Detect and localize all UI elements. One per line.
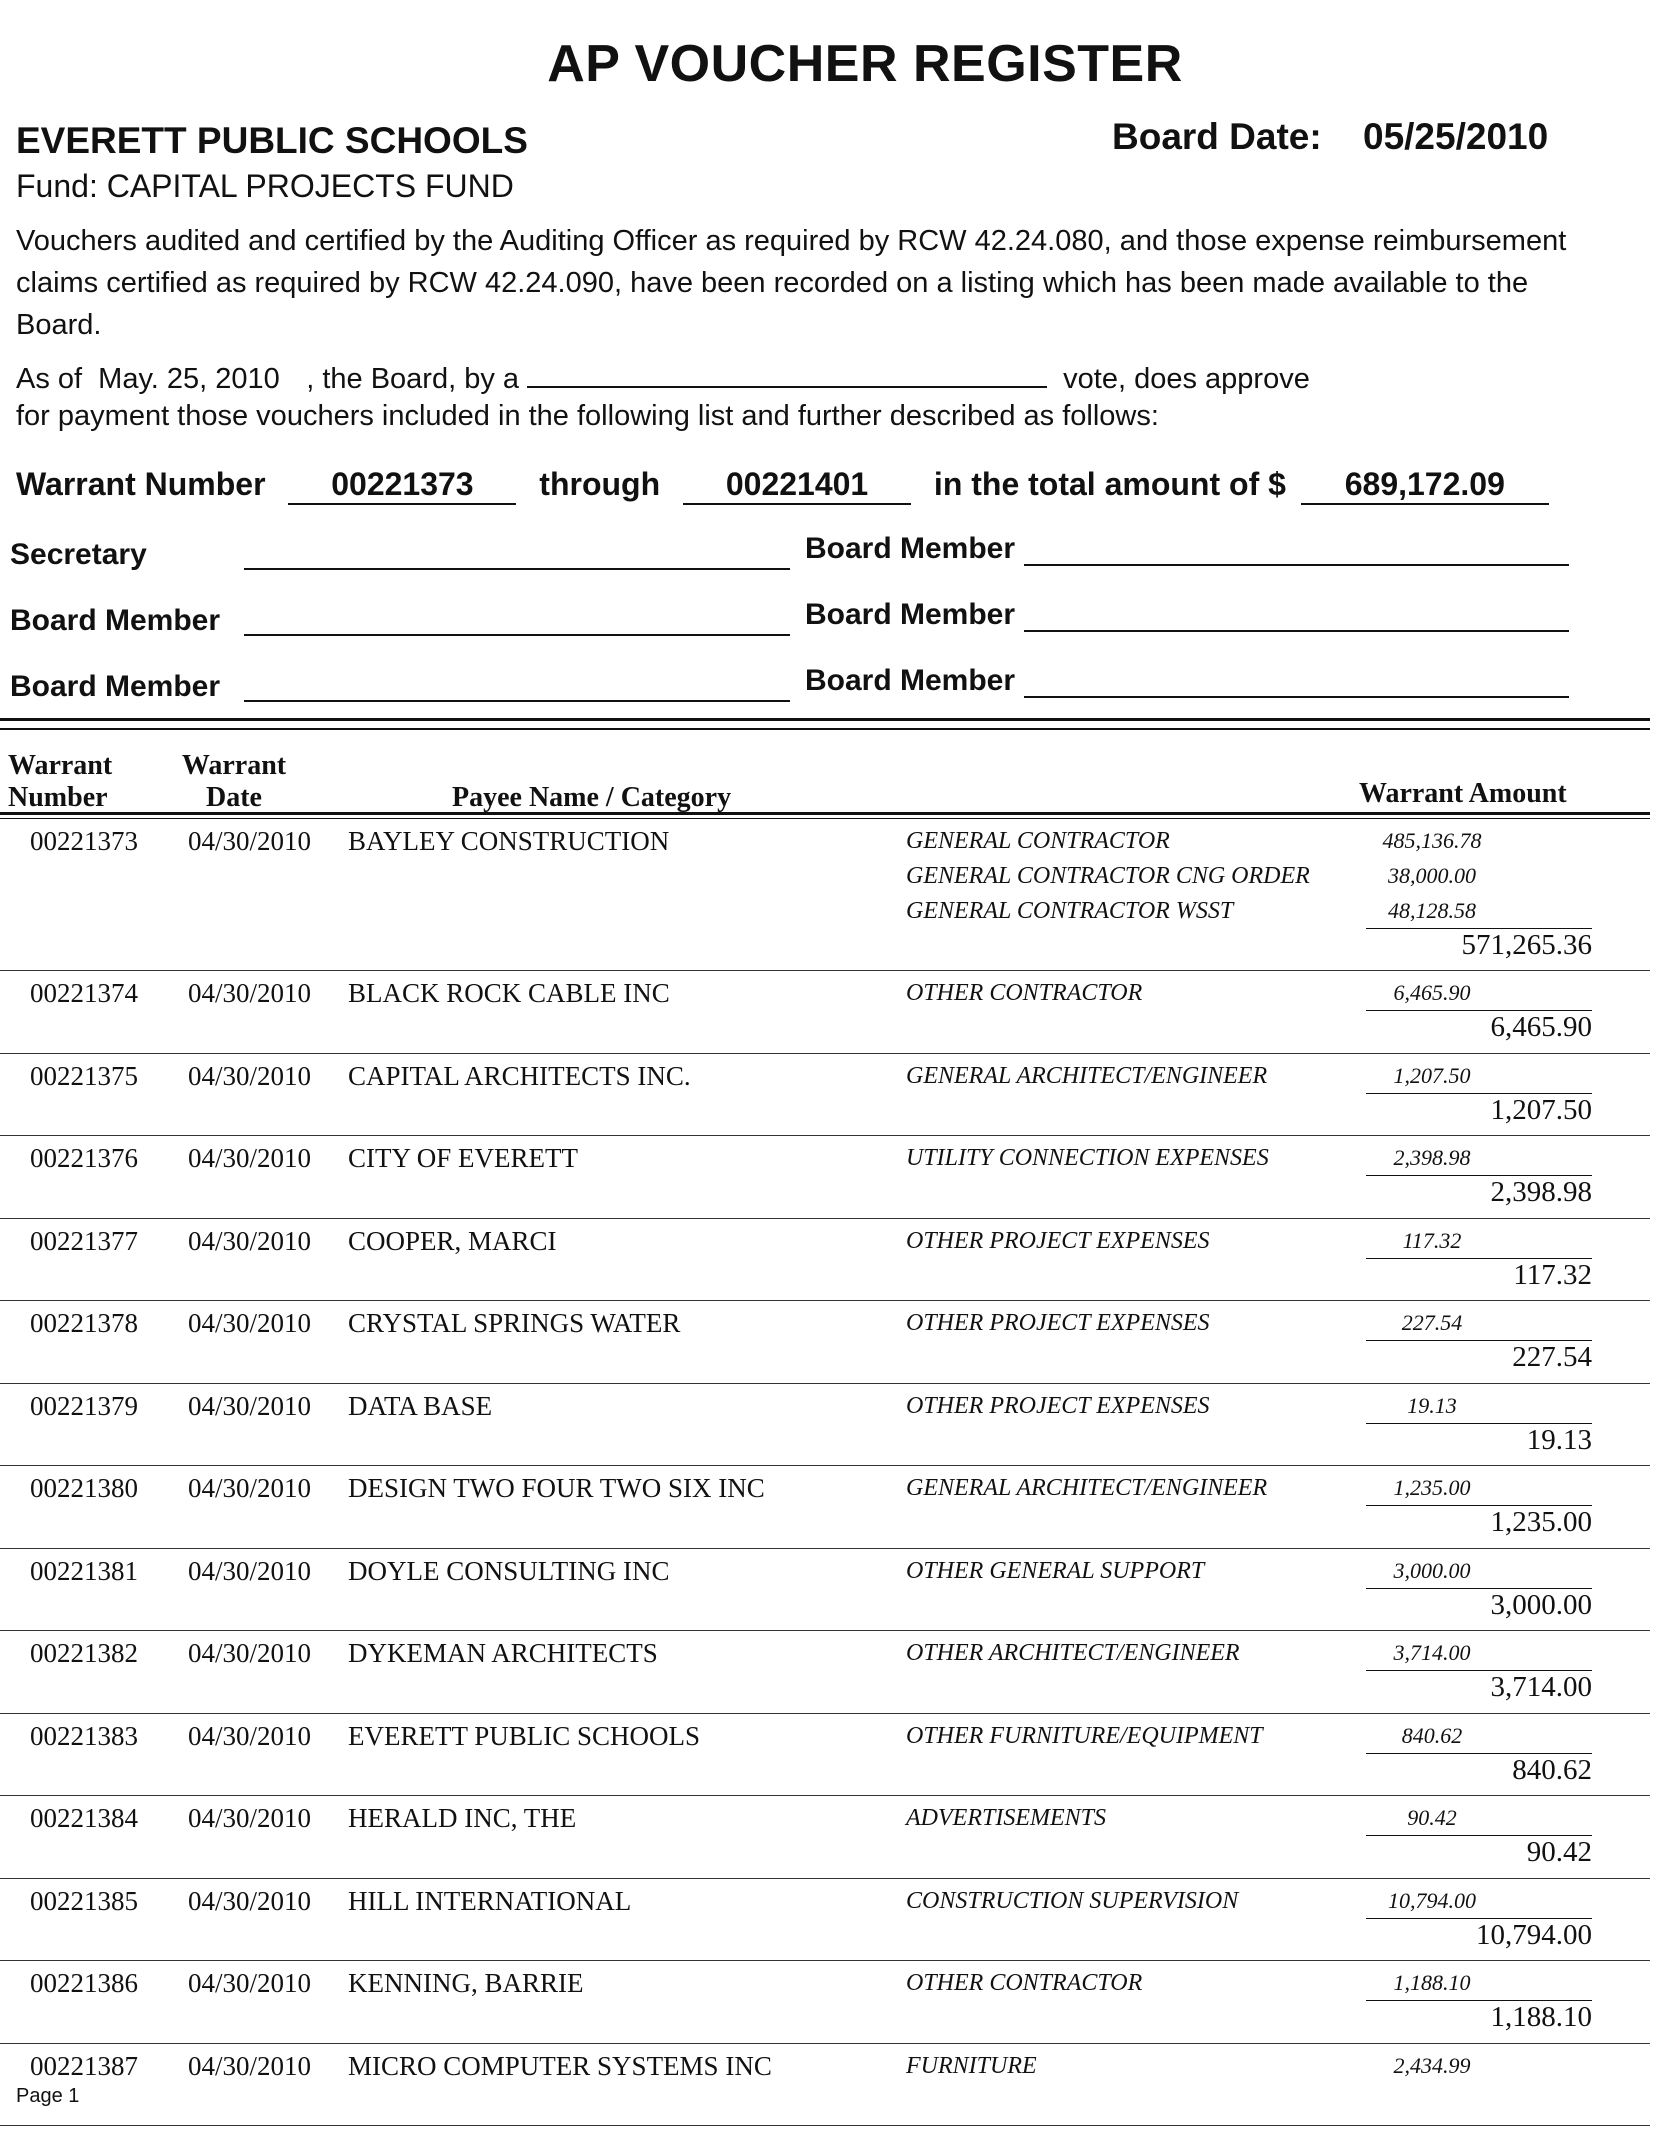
payee-name: COOPER, MARCI [348, 1225, 557, 1256]
line-amount: 1,207.50 [1393, 1062, 1471, 1088]
row-divider [0, 1465, 1650, 1466]
payee-name: CITY OF EVERETT [348, 1143, 578, 1173]
warrant-from: 00221373 [288, 466, 516, 505]
warrant-number: 00221383 [30, 1720, 138, 1751]
warrant-total: 1,235.00 [1490, 1506, 1592, 1538]
payee-name: CRYSTAL SPRINGS WATER [348, 1308, 681, 1338]
warrant-total: 19.13 [1526, 1423, 1592, 1456]
header-rule [0, 818, 1650, 819]
warrant-total: 227.54 [1512, 1341, 1592, 1373]
line-amount: 6,465.90 [1393, 980, 1471, 1005]
line-amount: 19.13 [1407, 1392, 1457, 1418]
board-date-value: 05/25/2010 [1363, 116, 1549, 157]
category-label: GENERAL CONTRACTOR CNG ORDER [906, 863, 1310, 889]
payee-name: DOYLE CONSULTING INC [348, 1555, 670, 1586]
warrant-date: 04/30/2010 [188, 1473, 312, 1503]
warrant-number: 00221374 [30, 978, 138, 1008]
as-of-prefix: As of [16, 363, 83, 395]
warrant-to: 00221401 [683, 466, 911, 505]
warrant-date: 04/30/2010 [188, 1225, 312, 1256]
payee-name: DESIGN TWO FOUR TWO SIX INC [348, 1473, 765, 1503]
total-amount: 689,172.09 [1301, 466, 1549, 505]
category-label: OTHER CONTRACTOR [906, 1970, 1143, 1996]
warrant-date: 04/30/2010 [188, 1060, 312, 1091]
warrant-number: 00221380 [30, 1473, 138, 1503]
warrant-total: 3,000.00 [1490, 1588, 1592, 1621]
page-number: Page 1 [16, 2085, 80, 2107]
intro-paragraph: Vouchers audited and certified by the Auditing Officer as required by RCW 42.24.080, and those expense reimbursement claims certified as required by RCW 42.24.090, have been recorded on a listing which has been made available to the Board. [16, 225, 1567, 341]
warrant-total: 90.42 [1526, 1836, 1592, 1868]
category-label: FURNITURE [906, 2052, 1037, 2079]
row-divider [0, 2125, 1650, 2126]
header-line: Warrant [181, 750, 287, 781]
category-label: ADVERTISEMENTS [906, 1805, 1106, 1831]
warrant-date: 04/30/2010 [188, 1308, 312, 1338]
line-amount: 10,794.00 [1388, 1887, 1476, 1913]
category-label: GENERAL ARCHITECT/ENGINEER [906, 1062, 1268, 1089]
warrant-total: 1,207.50 [1490, 1093, 1592, 1126]
header-warrant-date [174, 750, 294, 814]
warrant-date: 04/30/2010 [188, 1638, 312, 1668]
warrant-number: 00221386 [30, 1968, 138, 1998]
warrant-total: 571,265.36 [1461, 929, 1592, 961]
line-amount: 48,128.58 [1388, 898, 1476, 923]
row-divider [0, 1878, 1650, 1879]
row-divider [0, 1795, 1650, 1796]
warrant-number: 00221382 [30, 1638, 138, 1668]
vote-suffix: vote, does approve [1063, 363, 1310, 395]
category-label: OTHER PROJECT EXPENSES [906, 1227, 1210, 1254]
warrant-date: 04/30/2010 [188, 1555, 312, 1586]
row-divider [0, 1383, 1650, 1384]
warrant-date: 04/30/2010 [188, 1143, 312, 1173]
line-amount: 2,398.98 [1393, 1145, 1471, 1170]
warrant-total: 3,714.00 [1490, 1671, 1592, 1703]
secretary-label: Secretary [10, 538, 147, 571]
total-amount-label: in the total amount of $ [933, 466, 1286, 502]
warrant-date: 04/30/2010 [188, 1803, 312, 1833]
header-payee: Payee Name / Category [452, 782, 732, 813]
category-label: OTHER GENERAL SUPPORT [906, 1557, 1205, 1584]
payee-name: CAPITAL ARCHITECTS INC. [348, 1060, 691, 1091]
category-label: OTHER FURNITURE/EQUIPMENT [906, 1722, 1263, 1749]
payee-name: HILL INTERNATIONAL [348, 1885, 632, 1916]
warrant-number: 00221378 [30, 1308, 138, 1338]
warrant-total: 6,465.90 [1490, 1011, 1592, 1043]
vote-blank-line[interactable] [527, 360, 1047, 388]
line-amount: 227.54 [1401, 1310, 1463, 1335]
row-divider [0, 1713, 1650, 1714]
row-divider [0, 1053, 1650, 1054]
board-member-label: Board Member [10, 670, 221, 703]
through-label: through [539, 466, 661, 502]
payee-name: HERALD INC, THE [348, 1803, 577, 1833]
row-divider [0, 970, 1650, 971]
line-amount: 117.32 [1402, 1227, 1462, 1253]
warrant-number: 00221377 [30, 1225, 138, 1256]
payee-name: EVERETT PUBLIC SCHOOLS [348, 1720, 701, 1751]
divider [0, 728, 1650, 730]
category-label: GENERAL CONTRACTOR [906, 828, 1170, 854]
header-rule [0, 812, 1650, 815]
warrant-date: 04/30/2010 [188, 978, 312, 1008]
board-member-signature-line[interactable] [244, 700, 790, 702]
board-member-signature-line[interactable] [1024, 696, 1569, 698]
board-member-label: Board Member [10, 604, 221, 637]
board-member-signature-line[interactable] [244, 634, 790, 636]
board-member-label: Board Member [805, 664, 1016, 697]
warrant-number: 00221384 [30, 1803, 138, 1833]
payee-name: MICRO COMPUTER SYSTEMS INC [348, 2050, 772, 2081]
page-title: AP VOUCHER REGISTER [547, 35, 1183, 93]
warrant-date: 04/30/2010 [188, 2050, 312, 2081]
warrant-date: 04/30/2010 [188, 1720, 312, 1751]
category-label: OTHER PROJECT EXPENSES [906, 1392, 1210, 1419]
category-label: OTHER CONTRACTOR [906, 980, 1143, 1006]
payee-name: BLACK ROCK CABLE INC [348, 978, 670, 1008]
row-divider [0, 2043, 1650, 2044]
as-of-date: May. 25, 2010 [98, 363, 280, 395]
warrant-date: 04/30/2010 [188, 1390, 312, 1421]
warrant-date: 04/30/2010 [188, 826, 312, 856]
line-amount: 2,434.99 [1393, 2052, 1471, 2078]
header-line: Date [206, 782, 262, 813]
warrant-total: 1,188.10 [1490, 2001, 1592, 2033]
header-line: Warrant [8, 750, 113, 781]
category-label: UTILITY CONNECTION EXPENSES [906, 1145, 1269, 1171]
board-member-label: Board Member [805, 532, 1016, 565]
organization-name: EVERETT PUBLIC SCHOOLS [16, 120, 528, 161]
row-divider [0, 1218, 1650, 1219]
category-label: CONSTRUCTION SUPERVISION [906, 1887, 1239, 1914]
category-label: GENERAL ARCHITECT/ENGINEER [906, 1475, 1268, 1501]
row-divider [0, 1548, 1650, 1549]
category-label: GENERAL CONTRACTOR WSST [906, 898, 1234, 924]
header-warrant-number [8, 750, 112, 814]
warrant-number: 00221387 [30, 2050, 138, 2081]
warrant-number: 00221375 [30, 1060, 138, 1091]
row-divider [0, 1630, 1650, 1631]
warrant-number: 00221373 [30, 826, 138, 856]
category-label: OTHER ARCHITECT/ENGINEER [906, 1640, 1240, 1666]
warrant-total: 2,398.98 [1490, 1176, 1592, 1208]
warrant-number: 00221385 [30, 1885, 138, 1916]
warrant-date: 04/30/2010 [188, 1885, 312, 1916]
payee-name: DYKEMAN ARCHITECTS [348, 1638, 658, 1668]
as-of-line [16, 360, 1310, 396]
payee-name: BAYLEY CONSTRUCTION [348, 826, 670, 856]
row-divider [0, 1300, 1650, 1301]
header-warrant-amount: Warrant Amount [1359, 778, 1567, 809]
fund-label: Fund: CAPITAL PROJECTS FUND [16, 168, 514, 204]
board-member-label: Board Member [805, 598, 1016, 631]
category-label: OTHER PROJECT EXPENSES [906, 1310, 1210, 1336]
line-amount: 485,136.78 [1382, 828, 1482, 853]
row-divider [0, 1960, 1650, 1961]
board-date-label: Board Date: [1112, 116, 1322, 157]
warrant-total: 10,794.00 [1476, 1918, 1592, 1951]
divider [0, 718, 1650, 721]
row-divider [0, 1135, 1650, 1136]
warrant-number: 00221381 [30, 1555, 138, 1586]
board-vote-text: , the Board, by a [306, 363, 520, 395]
line-amount: 38,000.00 [1388, 863, 1476, 888]
line-amount: 840.62 [1401, 1722, 1463, 1748]
approval-line: for payment those vouchers included in the following list and further described as follows: [16, 400, 1159, 432]
board-member-signature-line[interactable] [1024, 630, 1569, 632]
line-amount: 90.42 [1407, 1805, 1457, 1830]
header-line: Number [8, 782, 108, 813]
line-amount: 3,000.00 [1393, 1557, 1471, 1583]
warrant-total: 117.32 [1513, 1258, 1592, 1291]
secretary-signature-line[interactable] [244, 568, 790, 570]
line-amount: 1,188.10 [1393, 1970, 1471, 1995]
warrant-number: 00221379 [30, 1390, 138, 1421]
warrant-summary [16, 466, 1549, 505]
payee-name: KENNING, BARRIE [348, 1968, 584, 1998]
warrant-number-label: Warrant Number [16, 466, 266, 502]
warrant-total: 840.62 [1512, 1753, 1592, 1786]
warrant-number: 00221376 [30, 1143, 138, 1173]
board-member-signature-line[interactable] [1024, 564, 1569, 566]
payee-name: DATA BASE [348, 1390, 493, 1421]
line-amount: 1,235.00 [1393, 1475, 1471, 1500]
line-amount: 3,714.00 [1393, 1640, 1471, 1665]
warrant-date: 04/30/2010 [188, 1968, 312, 1998]
